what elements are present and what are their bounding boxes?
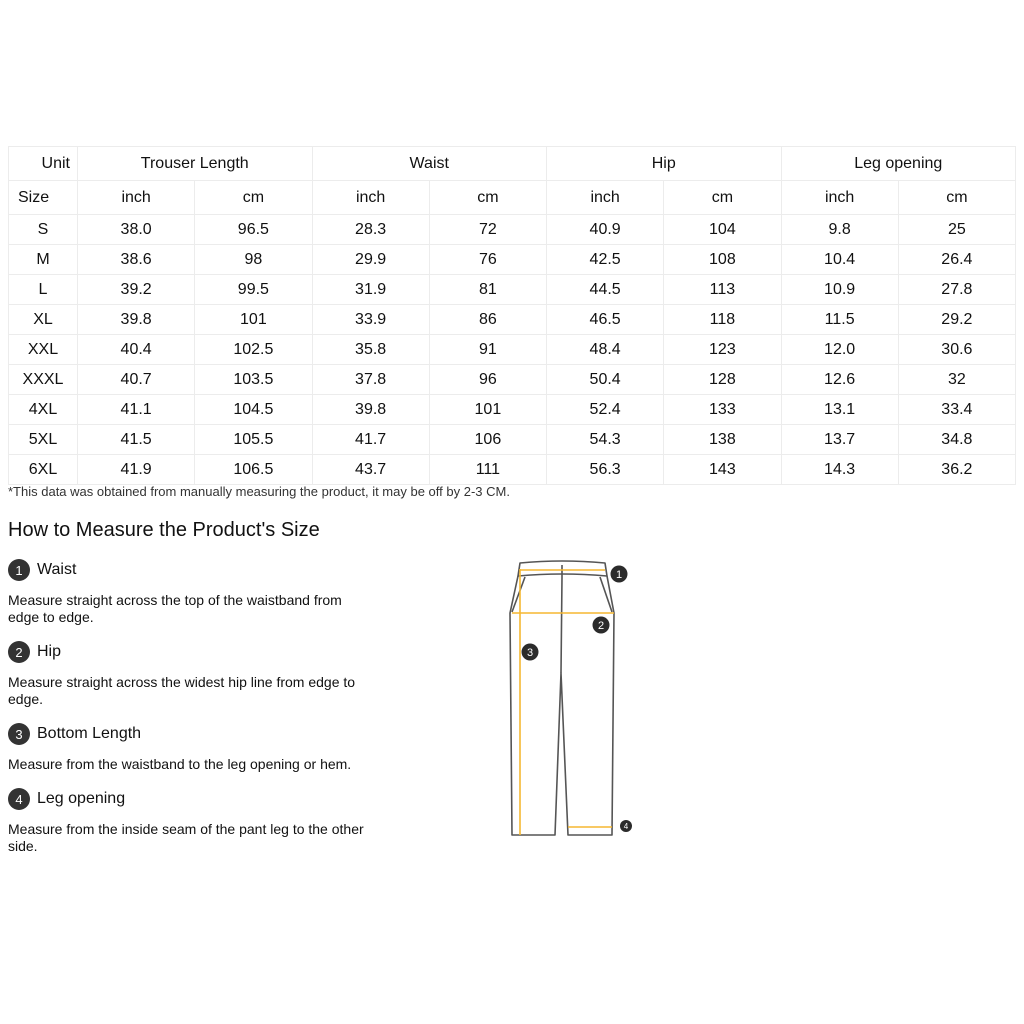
guide-title: Leg opening [37,790,126,807]
size-cell: XL [9,305,78,335]
size-cell: 5XL [9,425,78,455]
table-row [9,245,1016,275]
guide-item-waist [8,558,378,626]
measurement-cell: 106.5 [195,455,312,485]
trousers-diagram [500,555,640,850]
measurement-cell: 118 [664,305,781,335]
table-row [9,335,1016,365]
measurement-cell: 36.2 [898,455,1015,485]
measurement-cell: 111 [429,455,546,485]
measurement-cell: 39.8 [312,395,429,425]
measurement-cell: 14.3 [781,455,898,485]
number-1-icon: 1 [8,559,30,581]
measurement-cell: 28.3 [312,215,429,245]
guide-title: Hip [37,643,62,660]
measurement-cell: 48.4 [547,335,664,365]
size-cell: 4XL [9,395,78,425]
measurement-cell: 113 [664,275,781,305]
measurement-cell: 33.4 [898,395,1015,425]
measurement-cell: 50.4 [547,365,664,395]
guide-title: Bottom Length [37,725,142,742]
measurement-cell: 52.4 [547,395,664,425]
svg-text:4: 4 [623,822,629,831]
measurement-cell: 46.5 [547,305,664,335]
measurement-cell: 29.2 [898,305,1015,335]
number-2-icon: 2 [8,641,30,663]
measurement-cell: 29.9 [312,245,429,275]
svg-text:1: 1 [615,569,623,581]
measurement-cell: 42.5 [547,245,664,275]
group-header: Hip [547,147,782,181]
guide-item-leg-opening [8,787,378,855]
measurement-cell: 31.9 [312,275,429,305]
unit-header: cm [429,181,546,215]
measurement-cell: 27.8 [898,275,1015,305]
measurement-cell: 81 [429,275,546,305]
size-cell: XXL [9,335,78,365]
number-3-icon: 3 [8,723,30,745]
marker-2-icon [593,617,610,634]
measurement-cell: 39.2 [78,275,195,305]
measurement-cell: 108 [664,245,781,275]
guide-item-hip [8,640,378,708]
measurement-cell: 38.0 [78,215,195,245]
measurement-cell: 41.1 [78,395,195,425]
measurement-cell: 10.4 [781,245,898,275]
guide-description: Measure straight across the top of the waistband from edge to edge. [8,592,342,625]
size-cell: L [9,275,78,305]
size-chart-table [8,146,1016,485]
group-header: Trouser Length [78,147,313,181]
size-cell: M [9,245,78,275]
unit-header: cm [664,181,781,215]
guide-description: Measure from the waistband to the leg opening or hem. [8,756,352,772]
unit-header: inch [781,181,898,215]
group-header: Waist [312,147,547,181]
section-title: How to Measure the Product's Size [8,519,320,541]
measurement-cell: 40.4 [78,335,195,365]
measurement-cell: 33.9 [312,305,429,335]
unit-header: inch [312,181,429,215]
measurement-cell: 54.3 [547,425,664,455]
trousers-outline [510,561,614,835]
unit-header: inch [78,181,195,215]
measurement-cell: 96 [429,365,546,395]
measurement-cell: 41.7 [312,425,429,455]
measurement-cell: 91 [429,335,546,365]
measurement-cell: 35.8 [312,335,429,365]
measurement-cell: 13.7 [781,425,898,455]
measurement-cell: 99.5 [195,275,312,305]
measurement-cell: 40.9 [547,215,664,245]
measurement-cell: 39.8 [78,305,195,335]
measurement-note: *This data was obtained from manually measuring the product, it may be off by 2-3 CM. [8,484,510,499]
measurement-cell: 138 [664,425,781,455]
size-cell: 6XL [9,455,78,485]
measurement-cell: 123 [664,335,781,365]
marker-1-icon [611,566,628,583]
number-4-icon: 4 [8,788,30,810]
measure-guide [8,558,378,869]
unit-header: cm [195,181,312,215]
measurement-cell: 25 [898,215,1015,245]
measurement-cell: 98 [195,245,312,275]
table-header-groups [9,147,1016,181]
corner-size-label: Size [9,181,78,215]
measurement-cell: 101 [429,395,546,425]
size-cell: XXXL [9,365,78,395]
measurement-cell: 12.0 [781,335,898,365]
measurement-cell: 9.8 [781,215,898,245]
table-row [9,425,1016,455]
measurement-cell: 12.6 [781,365,898,395]
measurement-cell: 102.5 [195,335,312,365]
measurement-cell: 40.7 [78,365,195,395]
corner-unit-label: Unit [9,147,78,181]
svg-text:2: 2 [597,620,605,632]
table-row [9,305,1016,335]
measurement-cell: 34.8 [898,425,1015,455]
measurement-cell: 41.9 [78,455,195,485]
svg-text:3: 3 [526,647,534,659]
size-cell: S [9,215,78,245]
table-row [9,215,1016,245]
measurement-cell: 86 [429,305,546,335]
marker-4-icon [620,820,632,832]
measurement-cell: 128 [664,365,781,395]
group-header: Leg opening [781,147,1016,181]
measurement-cell: 10.9 [781,275,898,305]
measurement-cell: 56.3 [547,455,664,485]
measurement-cell: 11.5 [781,305,898,335]
measurement-cell: 26.4 [898,245,1015,275]
measurement-cell: 37.8 [312,365,429,395]
measurement-cell: 101 [195,305,312,335]
measurement-cell: 143 [664,455,781,485]
measurement-cell: 43.7 [312,455,429,485]
table-row [9,455,1016,485]
measurement-cell: 13.1 [781,395,898,425]
measurement-cell: 44.5 [547,275,664,305]
measurement-cell: 106 [429,425,546,455]
measurement-cell: 32 [898,365,1015,395]
table-header-units [9,181,1016,215]
unit-header: inch [547,181,664,215]
measurement-cell: 41.5 [78,425,195,455]
table-row [9,275,1016,305]
measurement-cell: 105.5 [195,425,312,455]
table-row [9,395,1016,425]
measurement-cell: 72 [429,215,546,245]
measurement-cell: 96.5 [195,215,312,245]
measurement-cell: 103.5 [195,365,312,395]
measurement-cell: 133 [664,395,781,425]
marker-3-icon [522,644,539,661]
guide-description: Measure straight across the widest hip line from edge to edge. [8,674,356,707]
measurement-cell: 76 [429,245,546,275]
measurement-cell: 30.6 [898,335,1015,365]
guide-title: Waist [37,561,77,578]
measurement-cell: 104 [664,215,781,245]
table-row [9,365,1016,395]
guide-item-bottom-length [8,722,378,773]
measurement-cell: 104.5 [195,395,312,425]
guide-description: Measure from the inside seam of the pant leg to the other side. [8,821,364,854]
unit-header: cm [898,181,1015,215]
measurement-cell: 38.6 [78,245,195,275]
